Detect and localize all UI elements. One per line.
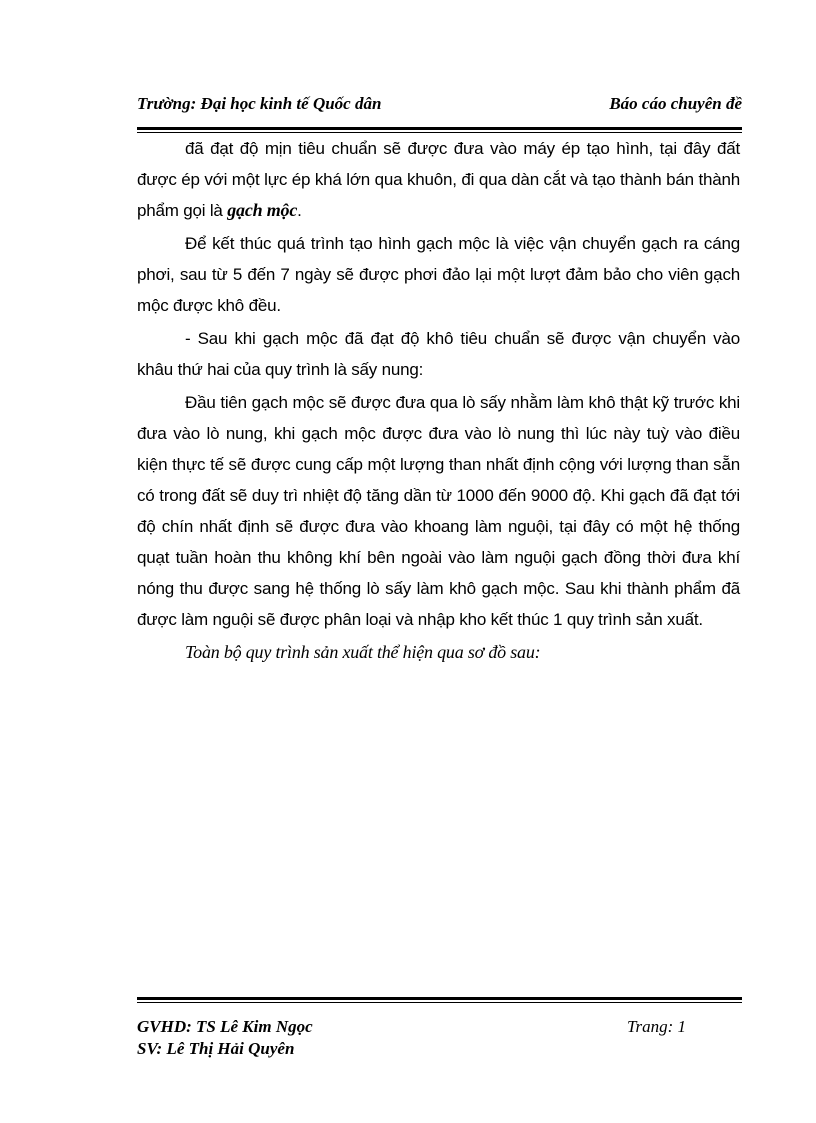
paragraph-1-text: đã đạt độ mịn tiêu chuẩn sẽ được đưa vào máy ép tạo hình, tại đây đất được ép với một lực ép khá lớn qua khuôn, đi qua dàn cắt và tạo thành bán thành phẩm gọi là xyxy=(137,139,740,220)
page-footer xyxy=(137,1016,742,1060)
paragraph-3: - Sau khi gạch mộc đã đạt độ khô tiêu chuẩn sẽ được vận chuyển vào khâu thứ hai của quy trình là sấy nung: xyxy=(137,329,740,379)
student: SV: Lê Thị Hải Quyên xyxy=(137,1039,295,1058)
page-header xyxy=(137,90,742,116)
report-type: Báo cáo chuyên đề xyxy=(609,94,742,113)
document-body xyxy=(137,133,740,670)
paragraph-5: Toàn bộ quy trình sản xuất thể hiện qua sơ đồ sau: xyxy=(185,642,541,662)
paragraph-4: Đầu tiên gạch mộc sẽ được đưa qua lò sấy nhằm làm khô thật kỹ trước khi đưa vào lò nung, khi gạch mộc được đưa vào lò nung thì lúc này tuỳ vào điều kiện thực tế sẽ được cung cấp một lượng than nhất định cộng với lượng than sẵn có trong đất sẽ duy trì nhiệt độ tăng dần từ 1000 đến 9000 độ. Khi gạch đã đạt tới độ chín nhất định sẽ được đưa vào khoang làm nguội, tại đây có một hệ thống quạt tuần hoàn thu không khí bên ngoài vào làm nguội gạch đồng thời đưa khí nóng thu được sang hệ thống lò sấy làm khô gạch mộc. Sau khi thành phẩm đã được làm nguội sẽ được phân loại và nhập kho kết thúc 1 quy trình sản xuất. xyxy=(137,393,740,629)
paragraph-2: Để kết thúc quá trình tạo hình gạch mộc là việc vận chuyển gạch ra cáng phơi, sau từ 5 đến 7 ngày sẽ được phơi đảo lại một lượt đảm bảo cho viên gạch mộc được khô đều. xyxy=(137,234,740,315)
school-name: Trường: Đại học kinh tế Quốc dân xyxy=(137,94,382,113)
paragraph-1-end: . xyxy=(297,201,302,220)
supervisor: GVHD: TS Lê Kim Ngọc xyxy=(137,1017,313,1036)
page-number: Trang: 1 xyxy=(627,1017,687,1036)
paragraph-1 xyxy=(137,133,740,226)
footer-divider xyxy=(137,997,742,1003)
paragraph-1-emphasis: gạch mộc xyxy=(227,200,298,220)
